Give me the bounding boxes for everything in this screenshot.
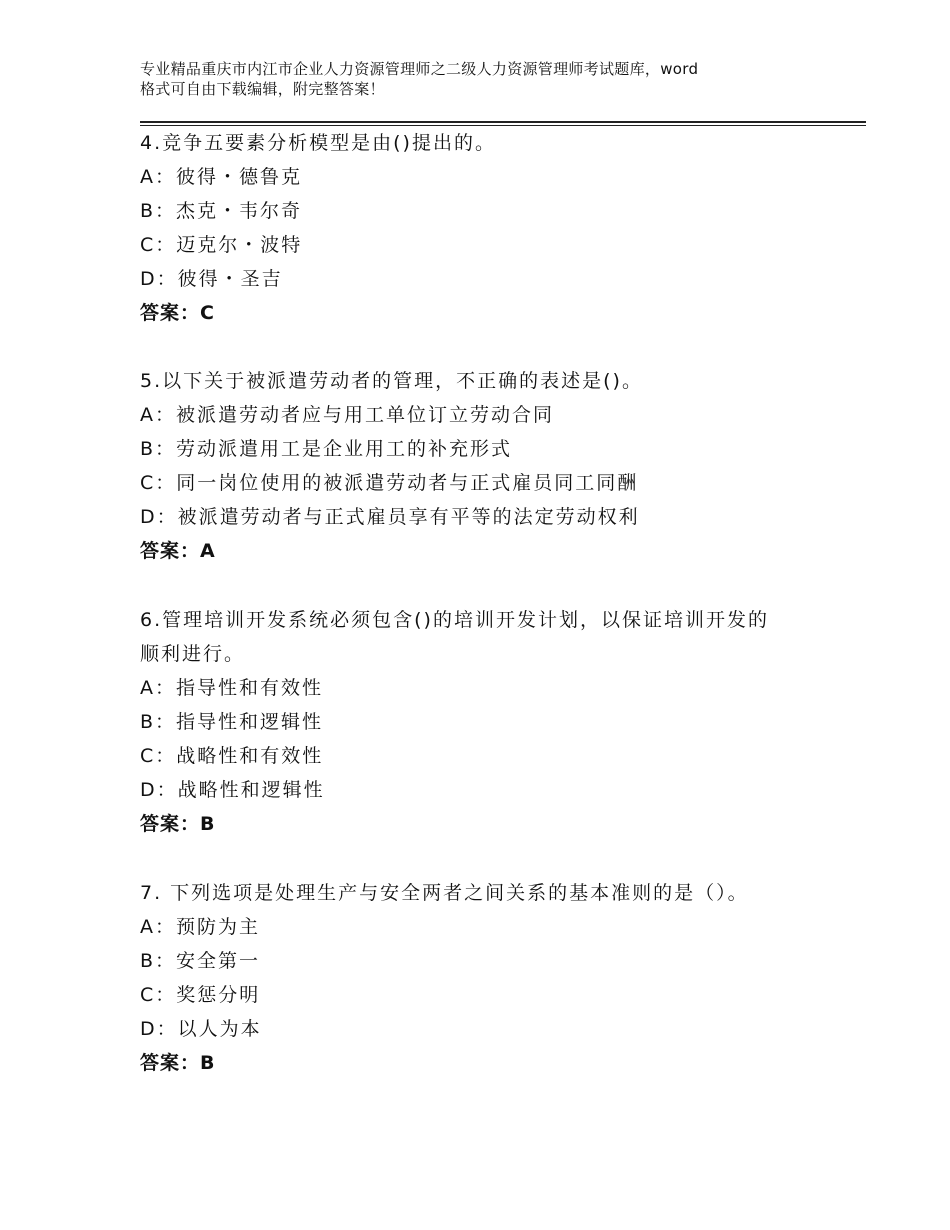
question-4-stem: 4.竞争五要素分析模型是由()提出的。 xyxy=(140,132,496,154)
question-7 xyxy=(140,876,840,1080)
question-6-option-d: D：战略性和逻辑性 xyxy=(140,779,325,801)
question-7-option-c: C：奖惩分明 xyxy=(140,984,261,1006)
question-4-option-b: B：杰克・韦尔奇 xyxy=(140,200,303,222)
question-6-option-a: A：指导性和有效性 xyxy=(140,677,323,699)
question-5-option-c: C：同一岗位使用的被派遣劳动者与正式雇员同工同酬 xyxy=(140,472,639,494)
question-5-stem: 5.以下关于被派遣劳动者的管理，不正确的表述是()。 xyxy=(140,370,643,392)
question-5-option-a: A：被派遣劳动者应与用工单位订立劳动合同 xyxy=(140,404,554,426)
question-7-option-d: D：以人为本 xyxy=(140,1018,262,1040)
question-4-answer: 答案：C xyxy=(140,302,215,324)
question-6-option-b: B：指导性和逻辑性 xyxy=(140,711,324,733)
question-6-option-c: C：战略性和有效性 xyxy=(140,745,324,767)
question-7-answer: 答案：B xyxy=(140,1052,216,1074)
question-6-stem-line-1: 6.管理培训开发系统必须包含()的培训开发计划，以保证培训开发的 xyxy=(140,609,769,631)
question-4-option-d: D：彼得・圣吉 xyxy=(140,268,283,290)
question-4-option-c: C：迈克尔・波特 xyxy=(140,234,303,256)
question-5-option-b: B：劳动派遣用工是企业用工的补充形式 xyxy=(140,438,513,460)
header-divider-thick xyxy=(140,121,866,123)
document-header xyxy=(140,59,840,99)
question-5 xyxy=(140,364,840,568)
header-title-line-2: 格式可自由下载编辑，附完整答案！ xyxy=(140,80,385,98)
question-4-option-a: A：彼得・德鲁克 xyxy=(140,166,302,188)
question-6-answer: 答案：B xyxy=(140,813,216,835)
question-7-option-a: A：预防为主 xyxy=(140,916,260,938)
question-6-stem-line-2: 顺利进行。 xyxy=(140,643,246,665)
question-7-option-b: B：安全第一 xyxy=(140,950,261,972)
question-4 xyxy=(140,126,840,330)
question-5-answer: 答案：A xyxy=(140,540,216,562)
question-5-option-d: D：被派遣劳动者与正式雇员享有平等的法定劳动权利 xyxy=(140,506,640,528)
question-6 xyxy=(140,603,840,841)
header-title-line-1: 专业精品重庆市内江市企业人力资源管理师之二级人力资源管理师考试题库，word xyxy=(140,60,699,78)
question-7-stem: 7. 下列选项是处理生产与安全两者之间关系的基本准则的是（）。 xyxy=(140,882,749,904)
